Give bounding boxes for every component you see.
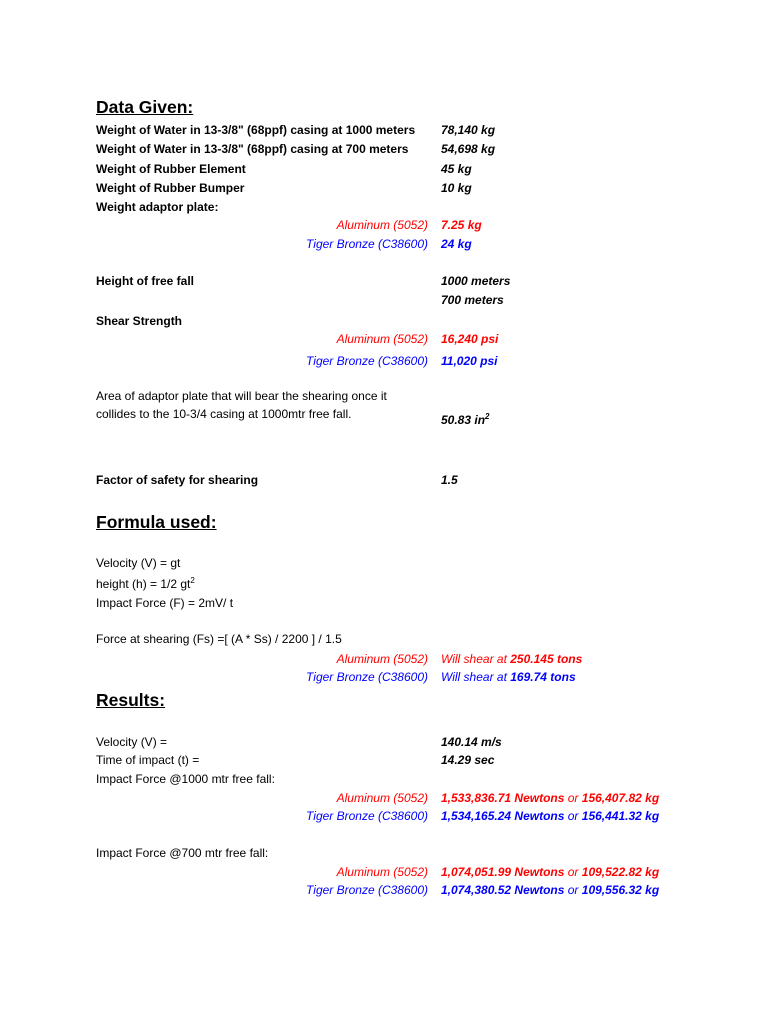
formula-height-exponent: 2 [190,576,195,585]
area-value-number: 50.83 in [441,413,486,427]
adaptor-plate-label: Weight adaptor plate: [96,200,219,214]
impact-700-bronze-result [441,883,659,897]
impact-700-aluminum-kg: 109,522.82 kg [581,865,660,879]
adaptor-bronze-value: 24 kg [441,237,472,251]
formula-aluminum-shear [441,652,582,666]
impact-1000-aluminum-material: Aluminum (5052) [336,791,428,805]
or-word: or [567,791,579,805]
formula-aluminum-prefix: Will shear at [441,652,511,666]
formula-velocity: Velocity (V) = gt [96,556,181,570]
safety-factor-value: 1.5 [441,473,458,487]
or-word: or [567,809,579,823]
impact-1000-bronze-newtons: 1,534,165.24 Newtons [441,809,565,823]
shear-bronze-material: Tiger Bronze (C38600) [306,354,428,368]
results-heading: Results: [96,690,166,710]
adaptor-aluminum-material: Aluminum (5052) [336,218,428,232]
formula-aluminum-material: Aluminum (5052) [336,652,428,666]
impact-1000-aluminum-newtons: 1,533,836.71 Newtons [441,791,565,805]
rubber-bumper-value: 10 kg [441,181,472,195]
shear-bronze-value: 11,020 psi [441,354,498,368]
adaptor-aluminum-value: 7.25 kg [441,218,482,232]
formula-bronze-material: Tiger Bronze (C38600) [306,670,428,684]
area-label-line-1: Area of adaptor plate that will bear the shearing once it [96,389,387,403]
impact-700-aluminum-newtons: 1,074,051.99 Newtons [441,865,565,879]
formula-height-text: height (h) = 1/2 gt [96,577,191,591]
free-fall-label: Height of free fall [96,274,195,288]
formula-impact: Impact Force (F) = 2mV/ t [96,596,234,610]
impact-1000-bronze-result [441,809,659,823]
impact-1000-label: Impact Force @1000 mtr free fall: [96,772,275,786]
impact-1000-bronze-kg: 156,441.32 kg [581,809,660,823]
area-label-line-2: collides to the 10-3/4 casing at 1000mtr free fall. [96,407,352,421]
area-value [441,413,489,427]
formula-aluminum-value: 250.145 tons [510,652,583,666]
data-given-heading: Data Given: [96,97,194,117]
adaptor-bronze-material: Tiger Bronze (C38600) [306,237,428,251]
rubber-element-label: Weight of Rubber Element [96,162,246,176]
formula-bronze-shear [441,670,576,684]
water-1000-label: Weight of Water in 13-3/8" (68ppf) casing at 1000 meters [96,123,416,137]
rubber-element-value: 45 kg [441,162,472,176]
water-700-value: 54,698 kg [441,142,496,156]
formula-shearing: Force at shearing (Fs) =[ (A * Ss) / 2200 ] / 1.5 [96,632,342,646]
or-word: or [567,883,579,897]
impact-700-bronze-kg: 109,556.32 kg [581,883,660,897]
result-velocity-value: 140.14 m/s [441,735,502,749]
impact-700-bronze-material: Tiger Bronze (C38600) [306,883,428,897]
impact-1000-aluminum-kg: 156,407.82 kg [581,791,660,805]
shear-aluminum-value: 16,240 psi [441,332,499,346]
impact-1000-aluminum-result [441,791,659,805]
impact-700-aluminum-result [441,865,659,879]
free-fall-value-1000: 1000 meters [441,274,511,288]
result-time-value: 14.29 sec [441,753,495,767]
water-1000-value: 78,140 kg [441,123,496,137]
result-velocity-label: Velocity (V) = [96,735,168,749]
impact-700-aluminum-material: Aluminum (5052) [336,865,428,879]
impact-700-bronze-newtons: 1,074,380.52 Newtons [441,883,565,897]
rubber-bumper-label: Weight of Rubber Bumper [96,181,245,195]
shear-aluminum-material: Aluminum (5052) [336,332,428,346]
formula-height [96,577,195,591]
safety-factor-label: Factor of safety for shearing [96,473,259,487]
impact-700-label: Impact Force @700 mtr free fall: [96,846,269,860]
result-time-label: Time of impact (t) = [96,753,200,767]
formula-bronze-value: 169.74 tons [510,670,576,684]
shear-strength-label: Shear Strength [96,314,183,328]
free-fall-value-700: 700 meters [441,293,504,307]
or-word: or [567,865,579,879]
water-700-label: Weight of Water in 13-3/8" (68ppf) casing at 700 meters [96,142,409,156]
impact-1000-bronze-material: Tiger Bronze (C38600) [306,809,428,823]
formula-heading: Formula used: [96,512,217,532]
formula-bronze-prefix: Will shear at [441,670,511,684]
area-value-exponent: 2 [485,412,490,421]
